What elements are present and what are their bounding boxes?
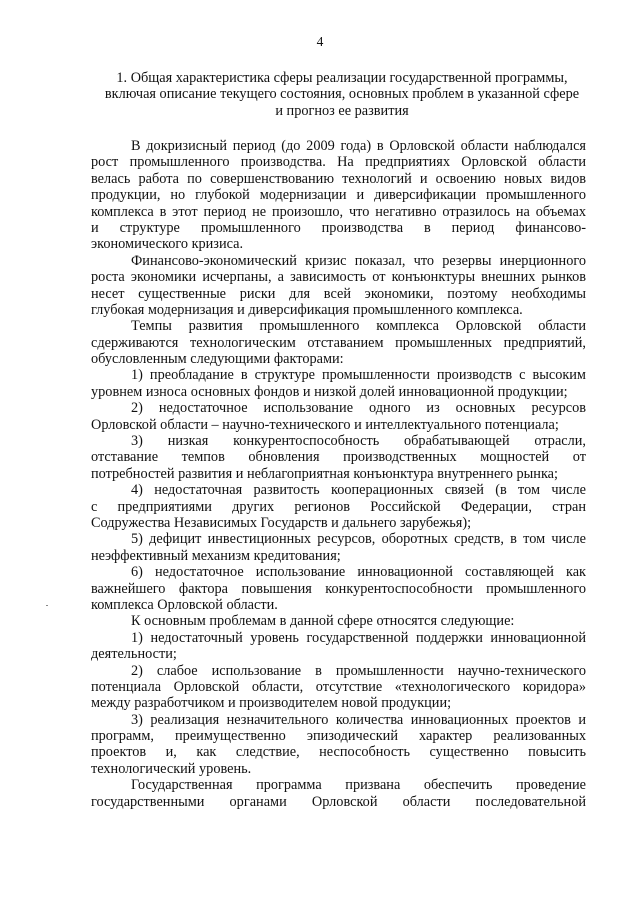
text-line: важнейшего фактора повышения конкурентоспособности промышленного [91,580,586,597]
text-line: 3) реализация незначительного количества инновационных проектов и [131,711,586,728]
text-line: Финансово-экономический кризис показал, что резервы инерционного [131,252,586,269]
text-line: рост промышленного производства. На предприятиях Орловской области [91,154,586,171]
text-line: Темпы развития промышленного комплекса Орловской области [131,318,586,335]
text-line: роста экономики исчерпаны, а зависимость от конъюнктуры внешних рынков [91,269,586,286]
text-line: и структуре промышленного производства в период финансово- [91,219,586,236]
page-number: 4 [316,34,324,49]
heading-line: 1. Общая характеристика сферы реализации государственной программы, [116,70,568,86]
text-line: 3) низкая конкурентоспособность обрабатывающей отрасли, [131,433,586,450]
text-line: потенциала Орловской области, отсутствие «технологического коридора» [91,678,586,695]
text-line: программ, преимущественно эпизодический характер реализованных [91,728,586,745]
text-line: продукции, но глубокой модернизации и диверсификации промышленного [91,187,586,204]
text-line: 1) недостаточный уровень государственной поддержки инновационной [131,629,586,646]
text-line: между разработчиком и производителем новой продукции; [91,695,452,712]
text-line: деятельности; [91,646,177,663]
text-line: 2) недостаточное использование одного из основных ресурсов [131,400,586,417]
document-body [91,138,586,810]
text-line: уровнем износа основных фондов и низкой долей инновационной продукции; [91,383,568,400]
text-line: экономического кризиса. [91,236,244,253]
heading-line: и прогноз ее развития [275,102,409,119]
text-line: проектов и, как следствие, неспособность существенно повысить [91,744,586,761]
text-line: неэффективный механизм кредитования; [91,547,341,564]
text-line: Содружества Независимых Государств и дальнего зарубежья); [91,514,472,531]
text-line: Государственная программа призвана обеспечить проведение [131,777,586,794]
text-line: комплекса в этот период не произошло, что негативно отразилось на объемах [91,203,586,220]
text-line: потребностей развития и неблагоприятная конъюнктура внутреннего рынка; [91,465,558,482]
text-line: отставание темпов обновления производственных мощностей от [91,449,586,466]
text-line: технологический уровень. [91,760,252,777]
text-line: комплекса Орловской области. [91,596,278,613]
text-line: глубокая модернизация и диверсификация промышленного комплекса. [91,301,523,318]
section-heading [92,70,592,119]
text-line: 2) слабое использование в промышленности научно-технического [131,662,586,679]
text-line: К основным проблемам в данной сфере относятся следующие: [131,613,515,630]
text-line: 6) недостаточное использование инновационной составляющей как [131,564,586,581]
text-line: сдерживаются технологическим отставанием промышленных предприятий, [91,334,586,351]
text-line: велась работа по совершенствованию технологий и освоению новых видов [91,170,586,187]
text-line: 1) преобладание в структуре промышленности производств с высоким [131,367,586,384]
text-line: с предприятиями других регионов Российской Федерации, стран [91,498,586,515]
text-line: государственными органами Орловской области последовательной [91,793,586,810]
text-line: Орловской области – научно-технического и интеллектуального потенциала; [91,416,559,433]
text-line: 4) недостаточная развитость кооперационных связей (в том числе [131,482,586,499]
scan-mark [46,605,48,606]
text-line: В докризисный период (до 2009 года) в Орловской области наблюдался [131,138,586,154]
text-line: обусловленным следующими факторами: [91,351,344,368]
heading-line: включая описание текущего состояния, основных проблем в указанной сфере [104,86,580,103]
text-line: несет существенные риски для всей экономики, поэтому необходимы [91,285,586,302]
text-line: 5) дефицит инвестиционных ресурсов, оборотных средств, в том числе [131,531,586,548]
